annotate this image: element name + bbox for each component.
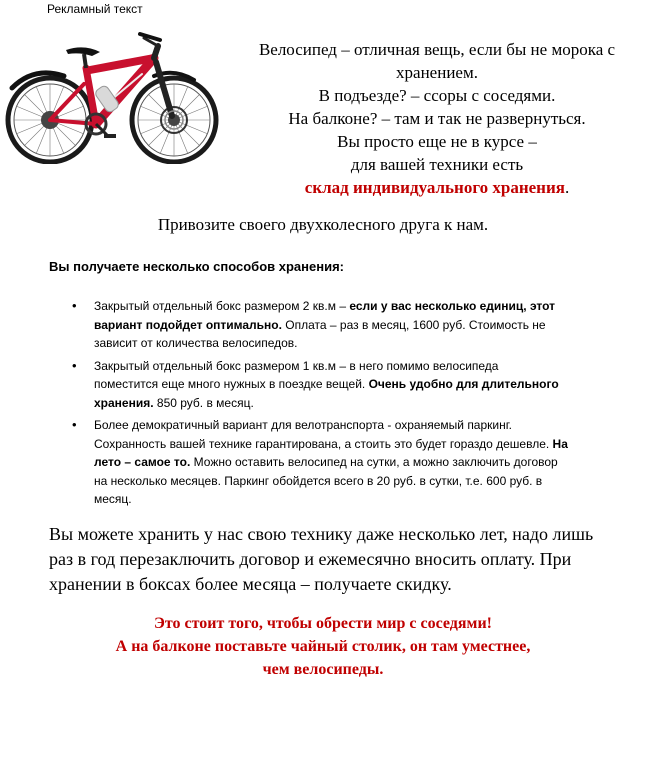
option-emphasis: хранения. (94, 395, 154, 410)
closing-line: хранении в боксах более месяца – получаете скидку. (49, 574, 452, 594)
bullet-icon: • (72, 417, 77, 432)
option-text: зависит от количества велосипедов. (94, 336, 298, 350)
bike-frame (50, 34, 172, 124)
ways-heading: Вы получаете несколько способов хранения: (49, 259, 345, 274)
bullet-icon: • (72, 357, 77, 373)
option-emphasis: На (552, 436, 568, 451)
option-text: на несколько месяцев. Паркинг обойдется всего в 20 руб. в сутки, т.е. 600 руб. в (94, 473, 543, 488)
list-item (72, 416, 644, 509)
option-text: Сохранность вашей технике гарантирована, а стоить это будет гораздо дешевле. (94, 436, 553, 451)
option-text: поместится еще много нужных в поездке вещей. (94, 377, 369, 391)
closing-paragraph (49, 522, 639, 597)
option-text: Закрытый отдельный бокс размером 2 кв.м – (94, 299, 350, 313)
closing-line: Вы можете хранить у нас свою технику даже несколько лет, надо лишь (49, 524, 594, 544)
storage-options-list (72, 297, 644, 513)
option-emphasis: вариант подойдет оптимально. (94, 317, 282, 332)
slogan-line: А на балконе поставьте чайный столик, он там уместнее, (115, 638, 531, 655)
slogan-line: чем велосипеды. (262, 661, 384, 678)
intro-line: На балконе? – там и так не развернуться. (288, 109, 586, 128)
list-item (72, 357, 644, 413)
intro-block (228, 38, 646, 199)
bullet-icon: • (72, 298, 77, 313)
option-emphasis: если у вас несколько единиц, этот (349, 299, 556, 313)
intro-line: хранением. (396, 63, 478, 82)
option-text: Более демократичный вариант для велотранспорта - охраняемый паркинг. (94, 418, 512, 432)
option-text: Оплата – раз в месяц, 1600 руб. Стоимость не (281, 317, 546, 332)
slogan-block (0, 612, 646, 681)
intro-line: В подъезде? – ссоры с соседями. (318, 86, 556, 105)
storage-highlight: склад индивидуального хранения (304, 178, 565, 197)
option-emphasis: Очень удобно для длительного (368, 377, 559, 391)
invite-text: Привозите своего двухколесного друга к нам. (157, 215, 489, 234)
intro-line: Вы просто еще не в курсе – (337, 132, 537, 151)
list-item (72, 297, 644, 353)
option-text: Закрытый отдельный бокс размером 1 кв.м – в него помимо велосипеда (94, 358, 499, 373)
highlight-suffix: . (564, 178, 570, 197)
bicycle-illustration (4, 28, 222, 164)
option-emphasis: лето – самое то. (94, 455, 191, 469)
intro-line: Велосипед – отличная вещь, если бы не морока с (258, 40, 616, 59)
intro-highlight-line (228, 176, 646, 199)
slogan-line: Это стоит того, чтобы обрести мир с соседями! (154, 615, 492, 632)
option-text: 850 руб. в месяц. (153, 395, 254, 410)
intro-line: для вашей техники есть (350, 155, 524, 174)
front-wheel (132, 78, 216, 162)
header-label: Рекламный текст (47, 2, 143, 16)
option-text: Можно оставить велосипед на сутки, а можно заключить договор (190, 455, 558, 469)
closing-line: раз в год перезаключить договор и ежемесячно вносить оплату. При (49, 549, 572, 569)
option-text: месяц. (94, 492, 132, 506)
